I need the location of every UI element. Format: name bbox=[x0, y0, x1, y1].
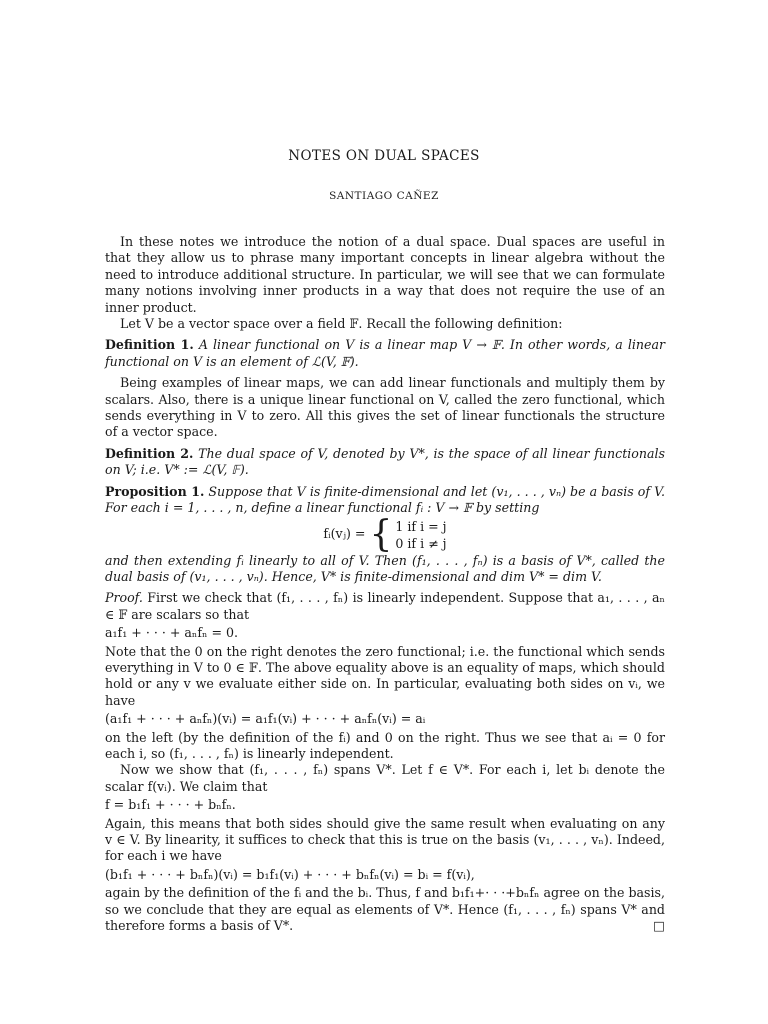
definition-2-label: Definition 2. bbox=[105, 445, 194, 461]
proposition-1-text: Suppose that V is finite-dimensional and let (v₁, . . . , vₙ) be a basis of V. For each i = 1, . . . , n, define a linear functional fᵢ : V → 𝔽 by setting bbox=[105, 483, 665, 516]
case-rows bbox=[395, 518, 446, 552]
equation-evaluation-a: (a₁f₁ + · · · + aₙfₙ)(vᵢ) = a₁f₁(vᵢ) + · · · + aₙfₙ(vᵢ) = aᵢ bbox=[105, 711, 426, 727]
proposition-1-label: Proposition 1. bbox=[105, 483, 205, 499]
left-brace: { bbox=[369, 513, 393, 555]
intro-paragraph: In these notes we introduce the notion of a dual space. Dual spaces are useful in that they allow us to phrase many important concepts in linear algebra without the need to introduce additional structure. In particular, we will see that we can formulate many notions involving inner products in a way that does not require the use of an inner product. bbox=[105, 234, 665, 315]
proof-paragraph-4: Now we show that (f₁, . . . , fₙ) spans V*. Let f ∈ V*. For each i, let bᵢ denote the scalar f(vᵢ). We claim that bbox=[105, 762, 665, 794]
definition-1-label: Definition 1. bbox=[105, 337, 194, 353]
equation-lhs: fᵢ(vⱼ) = bbox=[323, 526, 366, 542]
proof-paragraph-5: Again, this means that both sides should give the same result when evaluating on any v ∈ V. By linearity, it suffices to check that this is true on the basis (v₁, . . . , vₙ). Indeed, for each i we have bbox=[105, 815, 665, 864]
proof-label: Proof. bbox=[105, 590, 143, 606]
proof-paragraph-1 bbox=[105, 590, 665, 623]
proof-text-1: First we check that (f₁, . . . , fₙ) is linearly independent. Suppose that a₁, . . . , aₙ ∈ 𝔽 are scalars so that bbox=[105, 590, 665, 622]
proof-paragraph-3: on the left (by the definition of the fᵢ) and 0 on the right. Thus we see that aᵢ = 0 for each i, so (f₁, . . . , fₙ) is linearly independent. bbox=[105, 729, 665, 761]
proof-text-6: again by the definition of the fᵢ and the bᵢ. Thus, f and b₁f₁+· · ·+bₙfₙ agree on the basis, so we conclude that they are equal as elements of V*. Hence (f₁, . . . , fₙ) spans V* and therefore forms a basis of V*. bbox=[105, 885, 665, 934]
vector-space-paragraph: Being examples of linear maps, we can add linear functionals and multiply them by scalars. Also, there is a unique linear functional on V, called the zero functional, which sends everything in V to zero. All this gives the set of linear functionals the structure of a vector space. bbox=[105, 375, 665, 440]
qed-symbol: □ bbox=[653, 918, 665, 934]
dual-basis-definition-equation bbox=[105, 513, 665, 555]
proof-paragraph-2: Note that the 0 on the right denotes the zero functional; i.e. the functional which sends everything in V to 0 ∈ 𝔽. The above equality above is an equality of maps, which should hold or any v we evaluate either side on. In particular, evaluating both sides on vᵢ, we have bbox=[105, 643, 665, 708]
equation-evaluation-b: (b₁f₁ + · · · + bₙfₙ)(vᵢ) = b₁f₁(vᵢ) + · · · + bₙfₙ(vᵢ) = bᵢ = f(vᵢ), bbox=[105, 866, 475, 882]
equation-linear-combination: a₁f₁ + · · · + aₙfₙ = 0. bbox=[105, 625, 239, 641]
cases-block bbox=[369, 513, 447, 555]
proposition-1-conclusion: and then extending fᵢ linearly to all of V. Then (f₁, . . . , fₙ) is a basis of V*, called the dual basis of (v₁, . . . , vₙ). Hence, V* is finite-dimensional and dim V* = dim V. bbox=[105, 552, 665, 584]
case-equal: 1 if i = j bbox=[395, 518, 447, 534]
author-name: SANTIAGO CAÑEZ bbox=[329, 190, 439, 202]
definition-2-text: The dual space of V, denoted by V*, is the space of all linear functionals on V; i.e. V* := ℒ(V, 𝔽). bbox=[105, 445, 665, 478]
definition-2 bbox=[105, 446, 665, 479]
definition-1-text: A linear functional on V is a linear map V → 𝔽. In other words, a linear functional on V is an element of ℒ(V, 𝔽). bbox=[105, 337, 665, 369]
proof-paragraph-6 bbox=[105, 885, 665, 934]
equation-claim: f = b₁f₁ + · · · + bₙfₙ. bbox=[105, 797, 236, 813]
proposition-1 bbox=[105, 484, 665, 517]
page-title: NOTES ON DUAL SPACES bbox=[288, 148, 480, 164]
definition-1 bbox=[105, 337, 665, 370]
paper-body bbox=[105, 234, 665, 934]
setup-paragraph: Let V be a vector space over a field 𝔽. Recall the following definition: bbox=[120, 316, 563, 332]
case-not-equal: 0 if i ≠ j bbox=[395, 535, 447, 551]
